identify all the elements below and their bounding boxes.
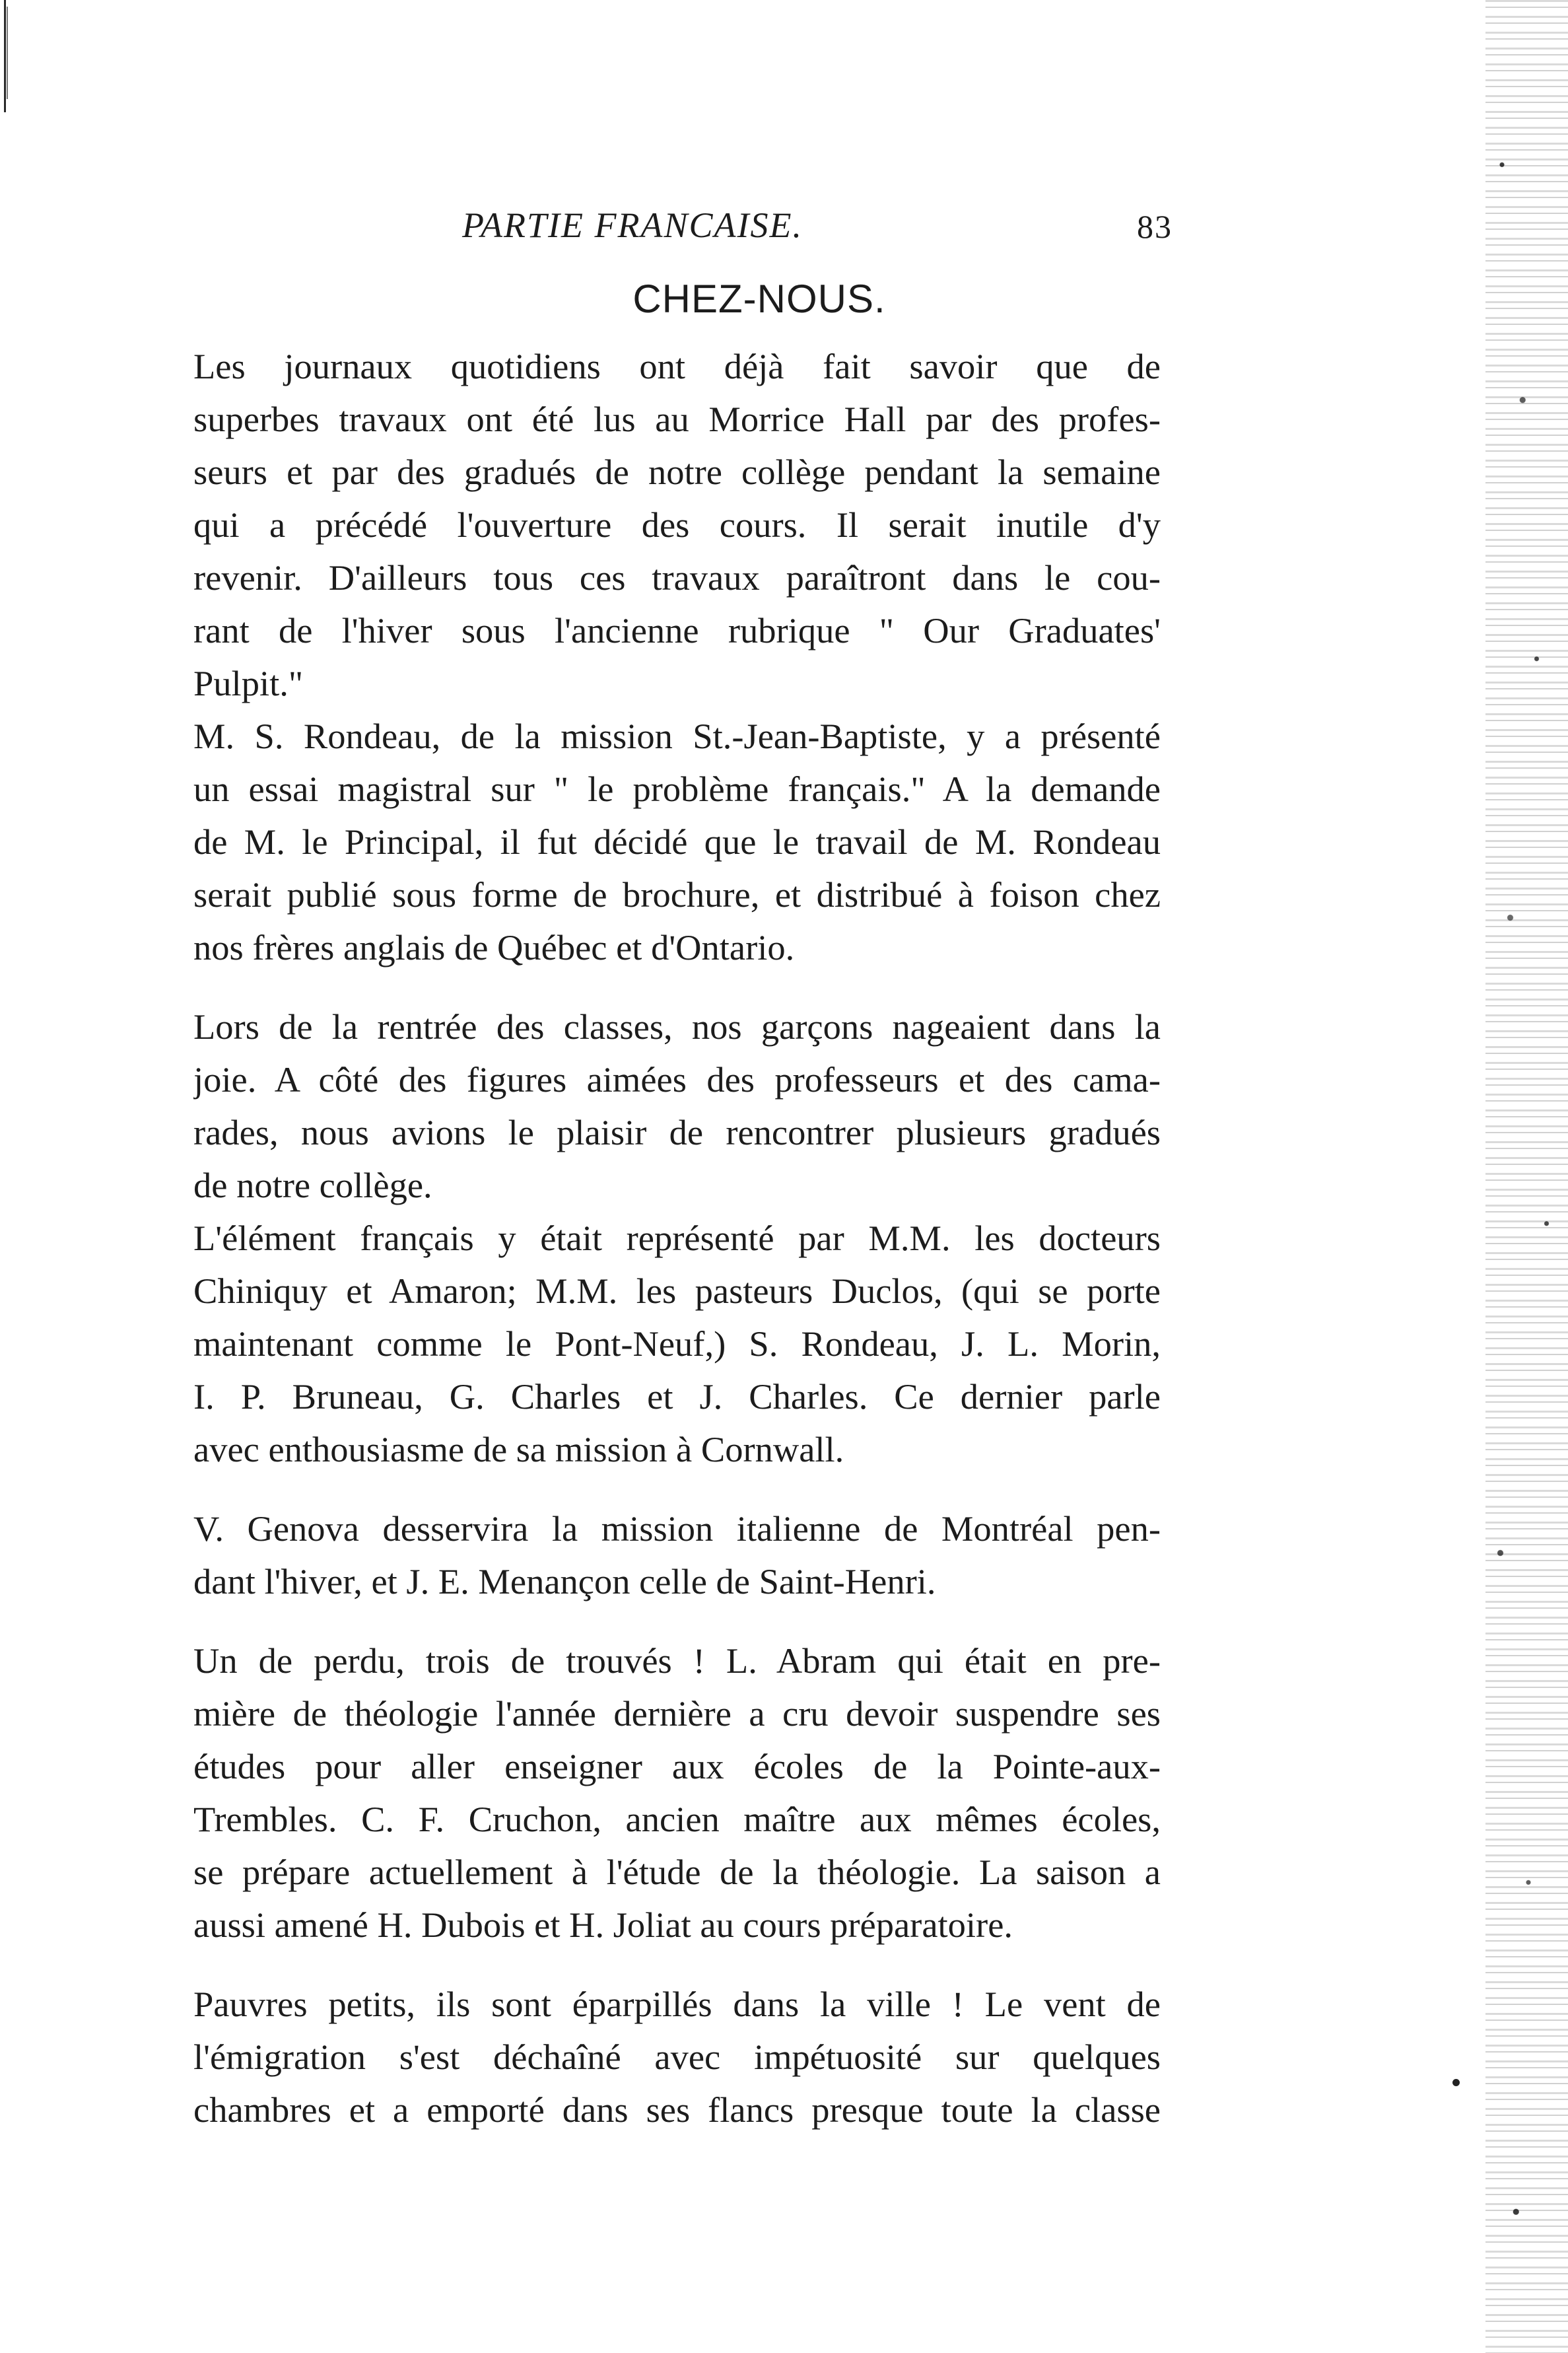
text-line: Les journaux quotidiens ont déjà fait savoir que de: [193, 346, 1161, 386]
text-line: un essai magistral sur " le problème français." A la demande: [193, 769, 1161, 809]
running-header-title: PARTIE FRANCAISE.: [462, 205, 803, 245]
text-line: rant de l'hiver sous l'ancienne rubrique " Our Graduates': [193, 610, 1161, 650]
left-margin-scan-line: [4, 0, 6, 112]
paragraph: [193, 340, 1161, 710]
text-line: seurs et par des gradués de notre collège pendant la semaine: [193, 452, 1161, 492]
text-line: Un de perdu, trois de trouvés ! L. Abram qui était en pre-: [193, 1640, 1161, 1681]
text-line: joie. A côté des figures aimées des professeurs et des cama-: [193, 1059, 1161, 1100]
text-line: études pour aller enseigner aux écoles de la Pointe-aux-: [193, 1746, 1161, 1786]
text-line: I. P. Bruneau, G. Charles et J. Charles. Ce dernier parle: [193, 1376, 1161, 1417]
text-line: nos frères anglais de Québec et d'Ontario.: [193, 927, 795, 967]
paragraph: [193, 1978, 1161, 2136]
text-line: Pulpit.": [193, 663, 304, 703]
text-line: V. Genova desservira la mission italienne de Montréal pen-: [193, 1508, 1161, 1549]
left-margin-scan-line-faint: [7, 7, 8, 99]
text-line: maintenant comme le Pont-Neuf,) S. Rondeau, J. L. Morin,: [193, 1323, 1161, 1364]
text-line: superbes travaux ont été lus au Morrice Hall par des profes-: [193, 399, 1161, 439]
text-line: revenir. D'ailleurs tous ces travaux paraîtront dans le cou-: [193, 557, 1161, 598]
text-line: aussi amené H. Dubois et H. Joliat au cours préparatoire.: [193, 1905, 1013, 1945]
text-line: L'élément français y était représenté par M.M. les docteurs: [193, 1218, 1161, 1258]
paragraph: [193, 1212, 1161, 1476]
text-line: dant l'hiver, et J. E. Menançon celle de Saint-Henri.: [193, 1561, 936, 1601]
running-header: [462, 193, 1173, 246]
text-line: se prépare actuellement à l'étude de la théologie. La saison a: [193, 1852, 1161, 1892]
right-scan-edge: [1485, 0, 1568, 2353]
text-line: mière de théologie l'année dernière a cru devoir suspendre ses: [193, 1693, 1161, 1734]
text-line: avec enthousiasme de sa mission à Cornwall.: [193, 1429, 844, 1469]
page-number: 83: [1137, 208, 1173, 245]
text-line: M. S. Rondeau, de la mission St.-Jean-Baptiste, y a présenté: [193, 716, 1161, 756]
text-line: l'émigration s'est déchaîné avec impétuosité sur quelques: [193, 2037, 1161, 2077]
section-title: CHEZ-NOUS.: [632, 277, 886, 321]
text-line: de M. le Principal, il fut décidé que le travail de M. Rondeau: [193, 822, 1161, 862]
paragraph: [193, 1502, 1161, 1608]
text-line: qui a précédé l'ouverture des cours. Il serait inutile d'y: [193, 505, 1161, 545]
paragraph: [193, 1634, 1161, 1951]
text-line: Lors de la rentrée des classes, nos garçons nageaient dans la: [193, 1006, 1161, 1047]
text-line: chambres et a emporté dans ses flancs presque toute la classe: [193, 2090, 1161, 2130]
text-line: de notre collège.: [193, 1165, 432, 1205]
text-line: Pauvres petits, ils sont éparpillés dans la ville ! Le vent de: [193, 1984, 1161, 2024]
text-line: Trembles. C. F. Cruchon, ancien maître aux mêmes écoles,: [193, 1799, 1161, 1839]
text-line: rades, nous avions le plaisir de rencontrer plusieurs gradués: [193, 1112, 1161, 1152]
text-line: serait publié sous forme de brochure, et distribué à foison chez: [193, 874, 1161, 915]
paragraph: [193, 710, 1161, 974]
paragraph: [193, 1001, 1161, 1212]
scan-dot: [1452, 2079, 1460, 2086]
text-line: Chiniquy et Amaron; M.M. les pasteurs Duclos, (qui se porte: [193, 1271, 1161, 1311]
document-body: [193, 340, 1161, 2136]
